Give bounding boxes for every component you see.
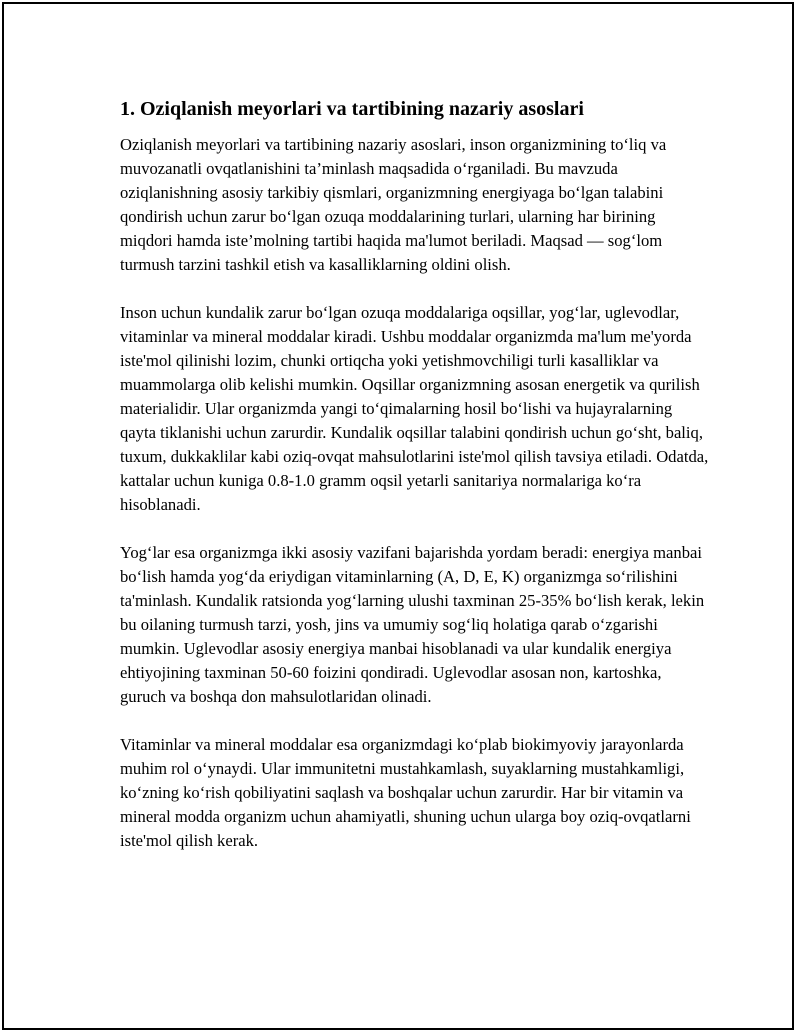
section-heading: 1. Oziqlanish meyorlari va tartibining nazariy asoslari <box>120 98 584 120</box>
paragraph-4: Vitaminlar va mineral moddalar esa organizmdagi ko‘plab biokimyoviy jarayonlarda muhim rol o‘ynaydi. Ular immunitetni mustahkamlash, suyaklarning mustahkamligi, ko‘zning ko‘rish qobiliyatini saqlash va boshqalar uchun zarurdir. Har bir vitamin va mineral modda organizm uchun ahamiyatli, shuning uchun ularga boy oziq-ovqatlarni iste'mol qilish kerak. <box>120 735 691 850</box>
document-body <box>120 95 710 853</box>
paragraph-2: Inson uchun kundalik zarur bo‘lgan ozuqa moddalariga oqsillar, yog‘lar, uglevodlar, vitaminlar va mineral moddalar kiradi. Ushbu moddalar organizmda ma'lum me'yorda iste'mol qilinishi lozim, chunki ortiqcha yoki yetishmovchiligi turli kasalliklar va muammolarga olib kelishi mumkin. Oqsillar organizmning asosan energetik va qurilish materialidir. Ular organizmda yangi to‘qimalarning hosil bo‘lishi va hujayralarning qayta tiklanishi uchun zarurdir. Kundalik oqsillar talabini qondirish uchun go‘sht, baliq, tuxum, dukkaklilar kabi oziq-ovqat mahsulotlarini iste'mol qilish tavsiya etiladi. Odatda, kattalar uchun kuniga 0.8-1.0 gramm oqsil yetarli sanitariya normalariga ko‘ra hisoblanadi. <box>120 303 709 514</box>
paragraph-3: Yog‘lar esa organizmga ikki asosiy vazifani bajarishda yordam beradi: energiya manbai bo‘lish hamda yog‘da eriydigan vitaminlarning (A, D, E, K) organizmga so‘rilishini ta'minlash. Kundalik ratsionda yog‘larning ulushi taxminan 25-35% bo‘lish kerak, lekin bu oilaning turmush tarzi, yosh, jins va umumiy sog‘liq holatiga qarab o‘zgarishi mumkin. Uglevodlar asosiy energiya manbai hisoblanadi va ular kundalik energiya ehtiyojining taxminan 50-60 foizini qondiradi. Uglevodlar asosan non, kartoshka, guruch va boshqa don mahsulotlaridan olinadi. <box>120 543 705 706</box>
paragraph-1: Oziqlanish meyorlari va tartibining nazariy asoslari, inson organizmining to‘liq va muvozanatli ovqatlanishini ta’minlash maqsadida o‘rganiladi. Bu mavzuda oziqlanishning asosiy tarkibiy qismlari, organizmning energiyaga bo‘lgan talabini qondirish uchun zarur bo‘lgan ozuqa moddalarining turlari, ularning har birining miqdori hamda iste’molning tartibi haqida ma'lumot beriladi. Maqsad — sog‘lom turmush tarzini tashkil etish va kasalliklarning oldini olish. <box>120 135 667 274</box>
page-frame <box>2 2 794 1030</box>
